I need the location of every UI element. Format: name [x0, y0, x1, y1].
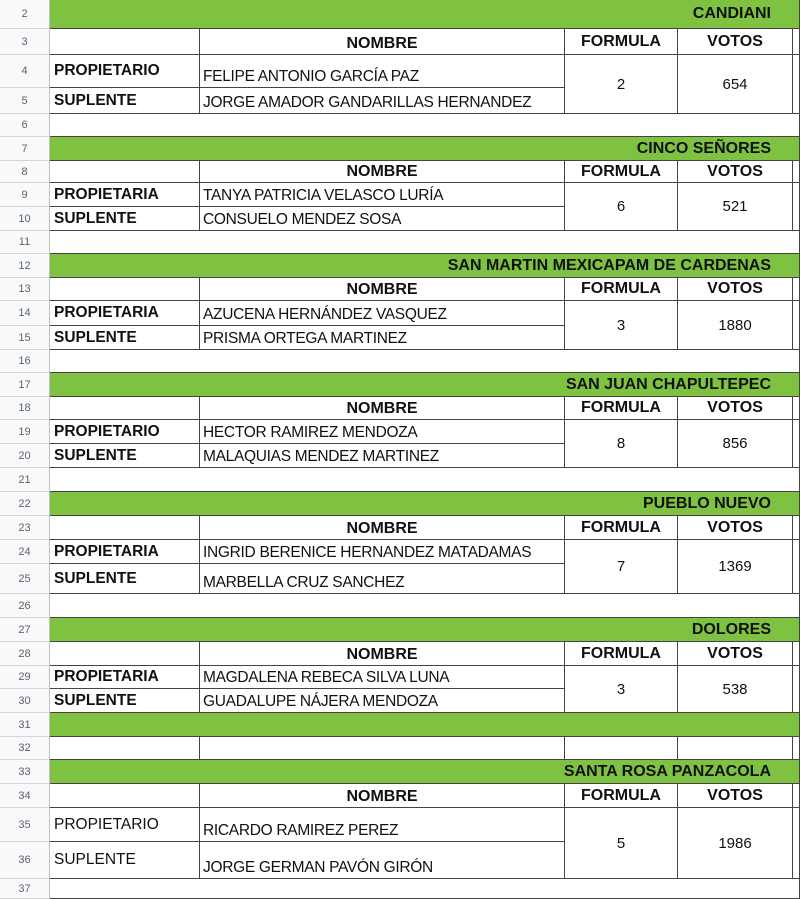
row-header[interactable]: 6: [0, 114, 50, 137]
cell[interactable]: [678, 737, 793, 760]
row-header[interactable]: 5: [0, 88, 50, 114]
row-header[interactable]: 18: [0, 397, 50, 420]
locality-title[interactable]: CINCO SEÑORES: [50, 137, 800, 161]
empty-green-row[interactable]: [50, 713, 800, 737]
header-votos[interactable]: VOTOS: [678, 397, 793, 420]
row-header[interactable]: 14: [0, 301, 50, 326]
name-cell[interactable]: INGRID BERENICE HERNANDEZ MATADAMAS: [200, 540, 565, 564]
header-votos[interactable]: VOTOS: [678, 161, 793, 183]
header-formula[interactable]: FORMULA: [565, 397, 678, 420]
header-nombre[interactable]: NOMBRE: [200, 29, 565, 55]
cell[interactable]: [793, 808, 800, 879]
row-header[interactable]: 7: [0, 137, 50, 161]
cell[interactable]: [793, 642, 800, 666]
cell[interactable]: [793, 55, 800, 114]
header-nombre[interactable]: NOMBRE: [200, 784, 565, 808]
row-header[interactable]: 35: [0, 808, 50, 842]
row-header[interactable]: 3: [0, 29, 50, 55]
header-formula[interactable]: FORMULA: [565, 161, 678, 183]
votos-cell[interactable]: 1369: [678, 540, 793, 594]
row-header[interactable]: 26: [0, 594, 50, 618]
row-header[interactable]: 32: [0, 737, 50, 760]
formula-cell[interactable]: 2: [565, 55, 678, 114]
header-nombre[interactable]: NOMBRE: [200, 278, 565, 301]
row-header[interactable]: 33: [0, 760, 50, 784]
row-header[interactable]: 20: [0, 444, 50, 468]
votos-cell[interactable]: 856: [678, 420, 793, 468]
locality-title[interactable]: DOLORES: [50, 618, 800, 642]
formula-cell[interactable]: 7: [565, 540, 678, 594]
header-votos[interactable]: VOTOS: [678, 29, 793, 55]
cell[interactable]: [565, 737, 678, 760]
cell[interactable]: [793, 420, 800, 468]
votos-cell[interactable]: 1880: [678, 301, 793, 350]
row-header[interactable]: 24: [0, 540, 50, 564]
formula-cell[interactable]: 5: [565, 808, 678, 879]
name-cell[interactable]: MARBELLA CRUZ SANCHEZ: [200, 564, 565, 594]
formula-cell[interactable]: 3: [565, 301, 678, 350]
header-nombre[interactable]: NOMBRE: [200, 161, 565, 183]
row-header[interactable]: 37: [0, 879, 50, 899]
row-header[interactable]: 30: [0, 689, 50, 713]
header-nombre[interactable]: NOMBRE: [200, 397, 565, 420]
row-header[interactable]: 28: [0, 642, 50, 666]
header-nombre[interactable]: NOMBRE: [200, 516, 565, 540]
locality-title[interactable]: PUEBLO NUEVO: [50, 492, 800, 516]
row-header[interactable]: 11: [0, 231, 50, 254]
header-nombre[interactable]: NOMBRE: [200, 642, 565, 666]
role-cell[interactable]: SUPLENTE: [50, 689, 200, 713]
name-cell[interactable]: JORGE GERMAN PAVÓN GIRÓN: [200, 842, 565, 879]
role-cell[interactable]: SUPLENTE: [50, 207, 200, 231]
spacer-row[interactable]: [50, 350, 800, 373]
role-cell[interactable]: SUPLENTE: [50, 564, 200, 594]
cell[interactable]: [50, 642, 200, 666]
role-cell[interactable]: PROPIETARIO: [50, 55, 200, 88]
role-cell[interactable]: PROPIETARIA: [50, 301, 200, 326]
header-votos[interactable]: VOTOS: [678, 784, 793, 808]
header-votos[interactable]: VOTOS: [678, 516, 793, 540]
votos-cell[interactable]: 521: [678, 183, 793, 231]
header-formula[interactable]: FORMULA: [565, 642, 678, 666]
row-header[interactable]: 12: [0, 254, 50, 278]
cell[interactable]: [793, 278, 800, 301]
cell[interactable]: [50, 397, 200, 420]
cell[interactable]: [793, 540, 800, 594]
cell[interactable]: [50, 161, 200, 183]
cell[interactable]: [793, 301, 800, 350]
spacer-row[interactable]: [50, 114, 800, 137]
cell[interactable]: [793, 183, 800, 231]
locality-title[interactable]: SANTA ROSA PANZACOLA: [50, 760, 800, 784]
cell[interactable]: [793, 29, 800, 55]
cell[interactable]: [200, 737, 565, 760]
name-cell[interactable]: TANYA PATRICIA VELASCO LURÍA: [200, 183, 565, 207]
role-cell[interactable]: SUPLENTE: [50, 88, 200, 114]
cell[interactable]: [50, 516, 200, 540]
row-header[interactable]: 17: [0, 373, 50, 397]
cell[interactable]: [50, 784, 200, 808]
role-cell[interactable]: SUPLENTE: [50, 326, 200, 350]
name-cell[interactable]: AZUCENA HERNÁNDEZ VASQUEZ: [200, 301, 565, 326]
formula-cell[interactable]: 3: [565, 666, 678, 713]
name-cell[interactable]: RICARDO RAMIREZ PEREZ: [200, 808, 565, 842]
votos-cell[interactable]: 654: [678, 55, 793, 114]
locality-title[interactable]: CANDIANI: [50, 0, 800, 29]
header-formula[interactable]: FORMULA: [565, 784, 678, 808]
cell[interactable]: [793, 397, 800, 420]
name-cell[interactable]: FELIPE ANTONIO GARCÍA PAZ: [200, 55, 565, 88]
row-header[interactable]: 10: [0, 207, 50, 231]
role-cell[interactable]: SUPLENTE: [50, 842, 200, 879]
role-cell[interactable]: PROPIETARIO: [50, 420, 200, 444]
spacer-row[interactable]: [50, 594, 800, 618]
row-header[interactable]: 29: [0, 666, 50, 689]
row-header[interactable]: 8: [0, 161, 50, 183]
role-cell[interactable]: SUPLENTE: [50, 444, 200, 468]
row-header[interactable]: 2: [0, 0, 50, 29]
row-header[interactable]: 34: [0, 784, 50, 808]
row-header[interactable]: 23: [0, 516, 50, 540]
row-header[interactable]: 31: [0, 713, 50, 737]
name-cell[interactable]: HECTOR RAMIREZ MENDOZA: [200, 420, 565, 444]
header-formula[interactable]: FORMULA: [565, 278, 678, 301]
cell[interactable]: [50, 278, 200, 301]
cell[interactable]: [793, 784, 800, 808]
name-cell[interactable]: GUADALUPE NÁJERA MENDOZA: [200, 689, 565, 713]
cell[interactable]: [793, 161, 800, 183]
row-header[interactable]: 15: [0, 326, 50, 350]
spacer-row[interactable]: [50, 231, 800, 254]
row-header[interactable]: 4: [0, 55, 50, 88]
header-formula[interactable]: FORMULA: [565, 29, 678, 55]
name-cell[interactable]: MAGDALENA REBECA SILVA LUNA: [200, 666, 565, 689]
row-header[interactable]: 22: [0, 492, 50, 516]
name-cell[interactable]: JORGE AMADOR GANDARILLAS HERNANDEZ: [200, 88, 565, 114]
row-header[interactable]: 25: [0, 564, 50, 594]
role-cell[interactable]: PROPIETARIO: [50, 808, 200, 842]
header-formula[interactable]: FORMULA: [565, 516, 678, 540]
row-header[interactable]: 27: [0, 618, 50, 642]
locality-title[interactable]: SAN MARTIN MEXICAPAM DE CARDENAS: [50, 254, 800, 278]
cell[interactable]: [793, 666, 800, 713]
formula-cell[interactable]: 6: [565, 183, 678, 231]
row-header[interactable]: 16: [0, 350, 50, 373]
cell[interactable]: [793, 737, 800, 760]
name-cell[interactable]: MALAQUIAS MENDEZ MARTINEZ: [200, 444, 565, 468]
votos-cell[interactable]: 1986: [678, 808, 793, 879]
name-cell[interactable]: CONSUELO MENDEZ SOSA: [200, 207, 565, 231]
spacer-row[interactable]: [50, 468, 800, 492]
header-votos[interactable]: VOTOS: [678, 278, 793, 301]
formula-cell[interactable]: 8: [565, 420, 678, 468]
row-header[interactable]: 36: [0, 842, 50, 879]
role-cell[interactable]: PROPIETARIA: [50, 666, 200, 689]
cell[interactable]: [50, 29, 200, 55]
row-header[interactable]: 19: [0, 420, 50, 444]
spacer-row[interactable]: [50, 879, 800, 899]
header-votos[interactable]: VOTOS: [678, 642, 793, 666]
votos-cell[interactable]: 538: [678, 666, 793, 713]
cell[interactable]: [793, 516, 800, 540]
role-cell[interactable]: PROPIETARIA: [50, 540, 200, 564]
name-cell[interactable]: PRISMA ORTEGA MARTINEZ: [200, 326, 565, 350]
row-header[interactable]: 9: [0, 183, 50, 207]
cell[interactable]: [50, 737, 200, 760]
role-cell[interactable]: PROPIETARIA: [50, 183, 200, 207]
locality-title[interactable]: SAN JUAN CHAPULTEPEC: [50, 373, 800, 397]
row-header[interactable]: 13: [0, 278, 50, 301]
row-header[interactable]: 21: [0, 468, 50, 492]
